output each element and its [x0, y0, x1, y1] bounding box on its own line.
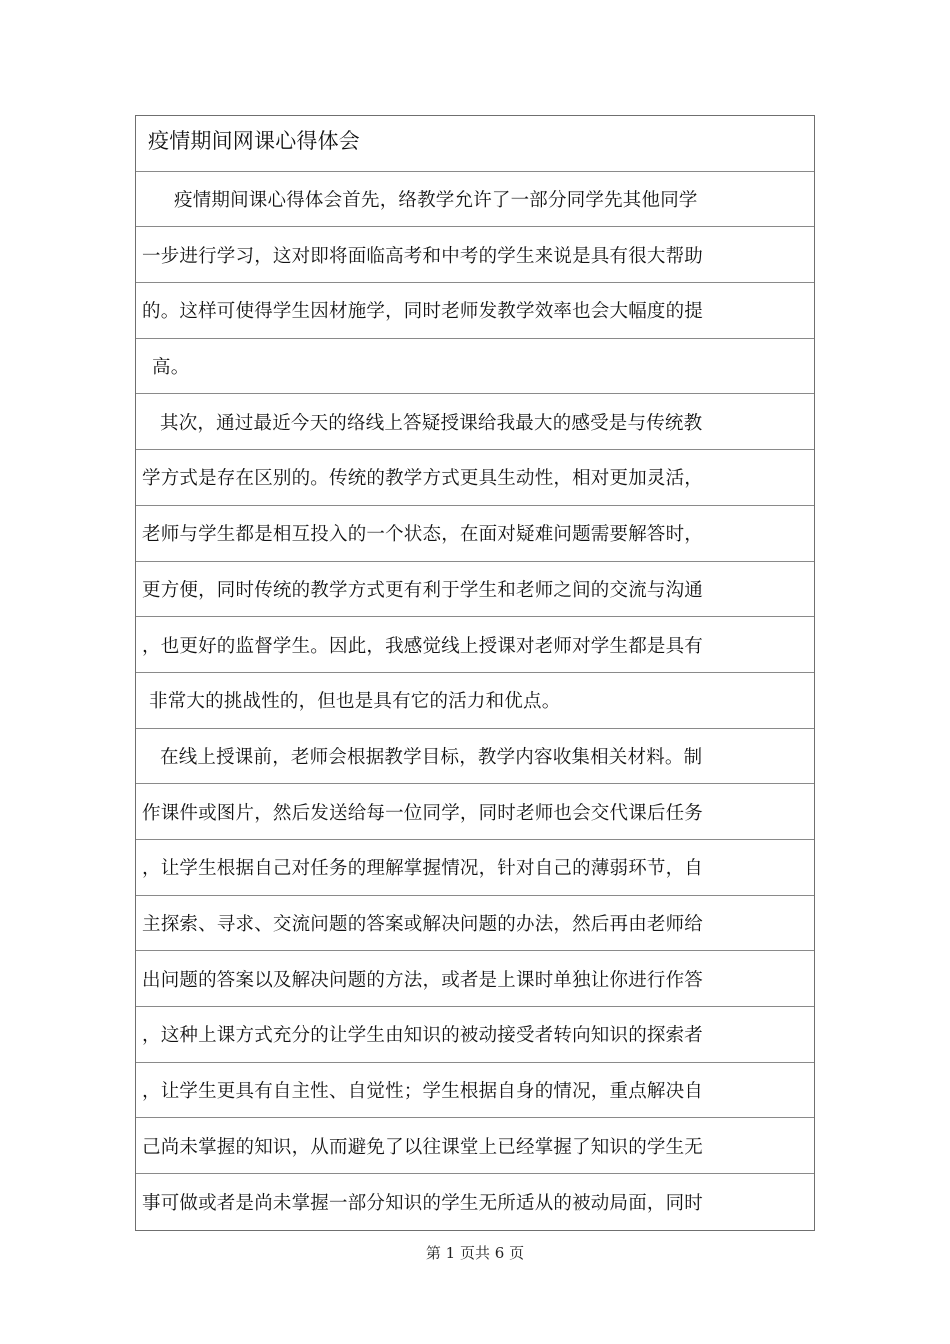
text-line: 更方便，同时传统的教学方式更有利于学生和老师之间的交流与沟通	[136, 562, 814, 618]
page-number: 第 1 页共 6 页	[425, 1244, 525, 1262]
text-line: 非常大的挑战性的，但也是具有它的活力和优点。	[136, 673, 814, 729]
text-line: 其次，通过最近今天的络线上答疑授课给我最大的感受是与传统教	[136, 394, 814, 450]
text-line: 出问题的答案以及解决问题的方法，或者是上课时单独让你进行作答	[136, 951, 814, 1007]
text-line: 在线上授课前，老师会根据教学目标，教学内容收集相关材料。制	[136, 729, 814, 785]
text-line: 作课件或图片，然后发送给每一位同学，同时老师也会交代课后任务	[136, 784, 814, 840]
text-line: 高。	[136, 339, 814, 395]
text-line: 主探索、寻求、交流问题的答案或解决问题的办法，然后再由老师给	[136, 896, 814, 952]
text-line: 己尚未掌握的知识，从而避免了以往课堂上已经掌握了知识的学生无	[136, 1118, 814, 1174]
text-line: 事可做或者是尚未掌握一部分知识的学生无所适从的被动局面，同时	[142, 1192, 704, 1214]
text-line: 的。这样可使得学生因材施学，同时老师发教学效率也会大幅度的提	[136, 283, 814, 339]
text-line: ，这种上课方式充分的让学生由知识的被动接受者转向知识的探索者	[136, 1007, 814, 1063]
text-line: ，让学生根据自己对任务的理解掌握情况，针对自己的薄弱环节，自	[136, 840, 814, 896]
text-line: ，也更好的监督学生。因此，我感觉线上授课对老师对学生都是具有	[136, 617, 814, 673]
document-title: 疫情期间网课心得体会	[136, 116, 814, 172]
document-table	[135, 115, 815, 1231]
text-line: 学方式是存在区别的。传统的教学方式更具生动性，相对更加灵活，	[136, 450, 814, 506]
text-line: 一步进行学习，这对即将面临高考和中考的学生来说是具有很大帮助	[136, 227, 814, 283]
text-line: ，让学生更具有自主性、自觉性；学生根据自身的情况，重点解决自	[136, 1063, 814, 1119]
text-line: 老师与学生都是相互投入的一个状态，在面对疑难问题需要解答时，	[136, 506, 814, 562]
text-line: 疫情期间课心得体会首先，络教学允许了一部分同学先其他同学	[136, 172, 814, 228]
